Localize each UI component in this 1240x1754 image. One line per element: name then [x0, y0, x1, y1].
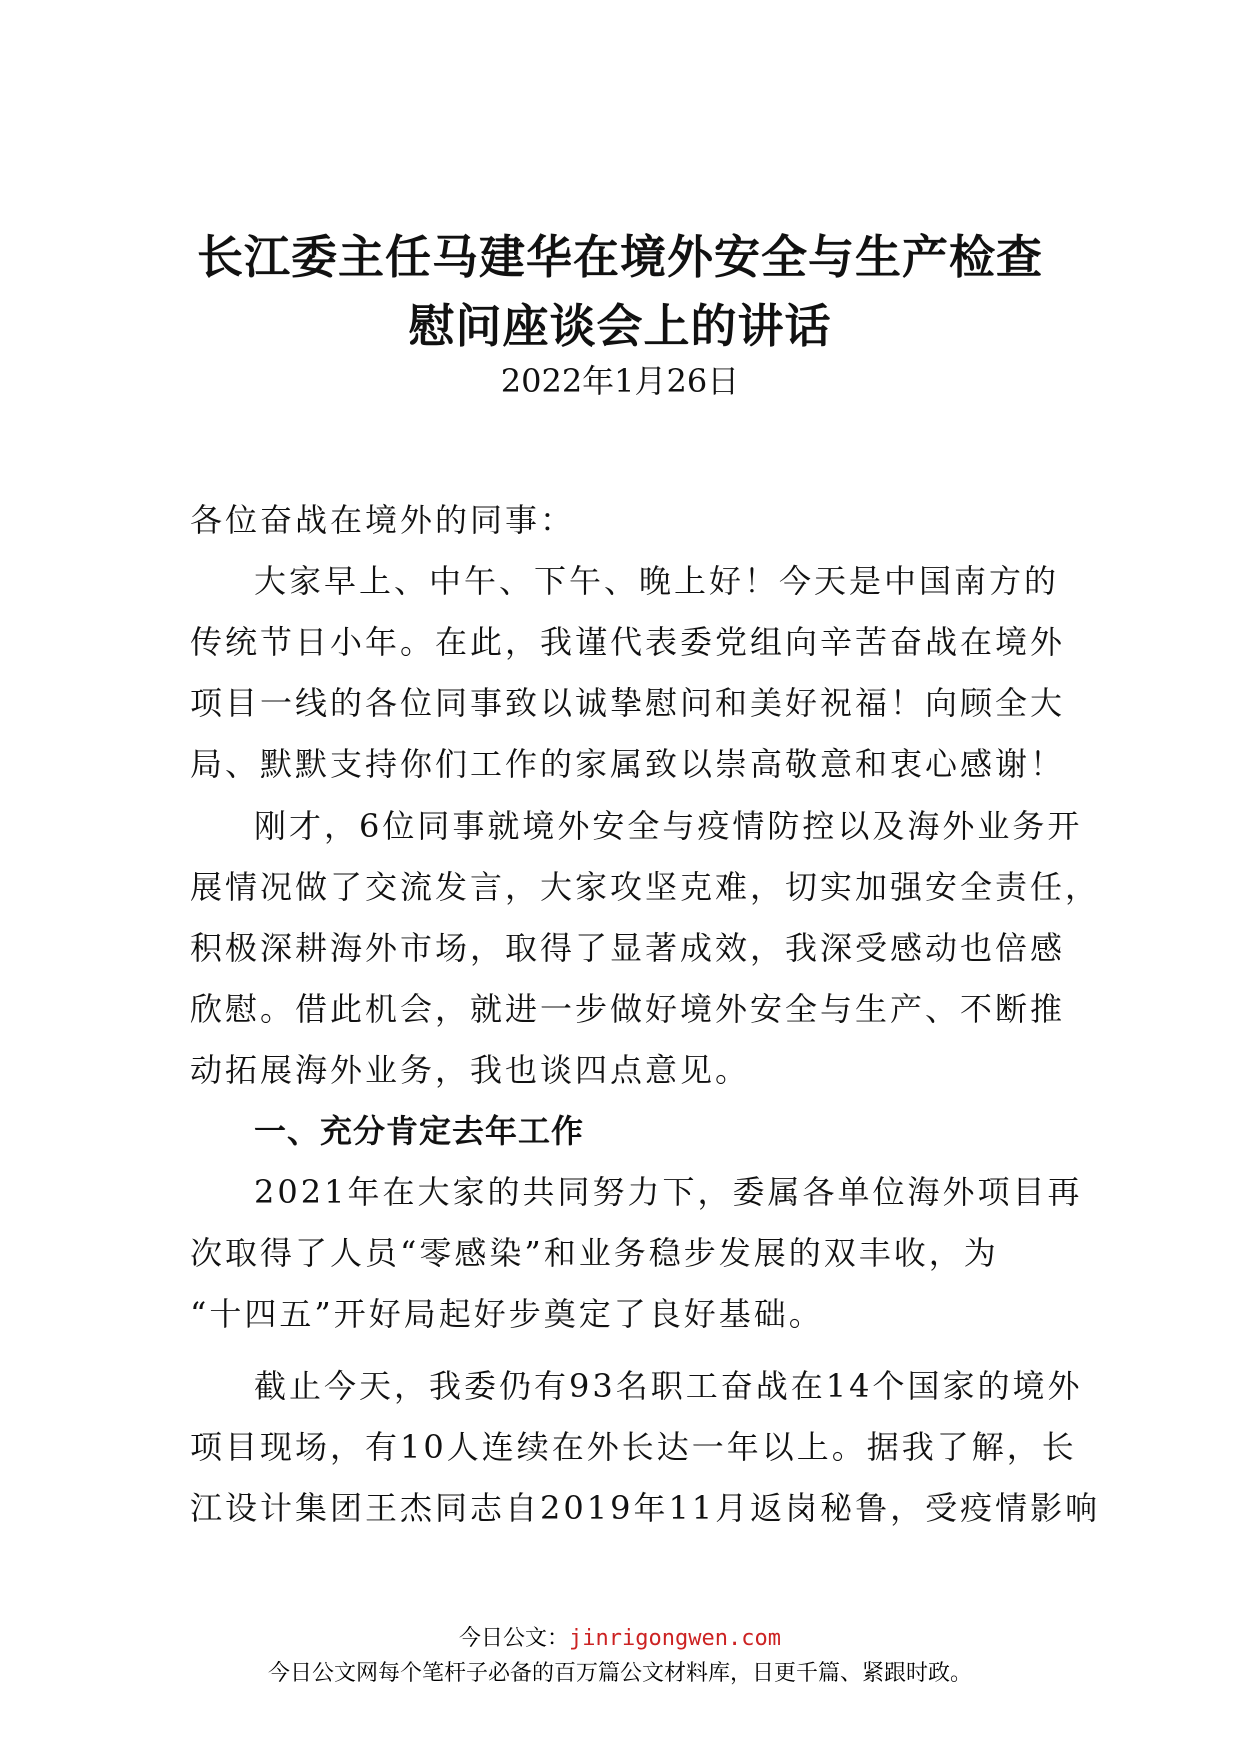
- body-line: 欣慰。借此机会，就进一步做好境外安全与生产、不断推: [190, 990, 1066, 1028]
- body-line: 次取得了人员“零感染”和业务稳步发展的双丰收，为: [190, 1234, 999, 1272]
- salutation: 各位奋战在境外的同事：: [190, 501, 576, 539]
- document-date: 2022年1月26日: [500, 362, 740, 400]
- footer-site-line: [0, 1624, 1240, 1654]
- body-line: 项目现场，有10人连续在外长达一年以上。据我了解，长: [190, 1428, 1077, 1466]
- document-title-line-2: 慰问座谈会上的讲话: [408, 299, 832, 353]
- body-line: 传统节日小年。在此，我谨代表委党组向辛苦奋战在境外: [190, 623, 1066, 661]
- footer-slogan: 今日公文网每个笔杆子必备的百万篇公文材料库，日更千篇、紧跟时政。: [267, 1661, 972, 1686]
- body-line: 刚才，6位同事就境外安全与疫情防控以及海外业务开: [254, 807, 1083, 845]
- body-line: 项目一线的各位同事致以诚挚慰问和美好祝福！向顾全大: [190, 684, 1066, 722]
- body-line: 2021年在大家的共同努力下，委属各单位海外项目再: [254, 1173, 1083, 1211]
- body-line: 动拓展海外业务，我也谈四点意见。: [190, 1051, 751, 1089]
- body-line: 局、默默支持你们工作的家属致以崇高敬意和衷心感谢！: [190, 745, 1066, 783]
- footer-site-link[interactable]: jinrigongwen.com: [569, 1626, 781, 1651]
- footer-label: 今日公文：: [459, 1626, 570, 1651]
- section-heading: 一、充分肯定去年工作: [254, 1112, 585, 1150]
- body-line: 积极深耕海外市场，取得了显著成效，我深受感动也倍感: [190, 929, 1066, 967]
- body-line: “十四五”开好局起好步奠定了良好基础。: [190, 1295, 824, 1333]
- body-line: 截止今天，我委仍有93名职工奋战在14个国家的境外: [254, 1367, 1083, 1405]
- body-line: 江设计集团王杰同志自2019年11月返岗秘鲁，受疫情影响: [190, 1489, 1101, 1527]
- body-line: 展情况做了交流发言，大家攻坚克难，切实加强安全责任，: [190, 868, 1101, 906]
- body-line: 大家早上、中午、下午、晚上好！今天是中国南方的: [254, 562, 1060, 600]
- document-title-line-1: 长江委主任马建华在境外安全与生产检查: [197, 230, 1043, 284]
